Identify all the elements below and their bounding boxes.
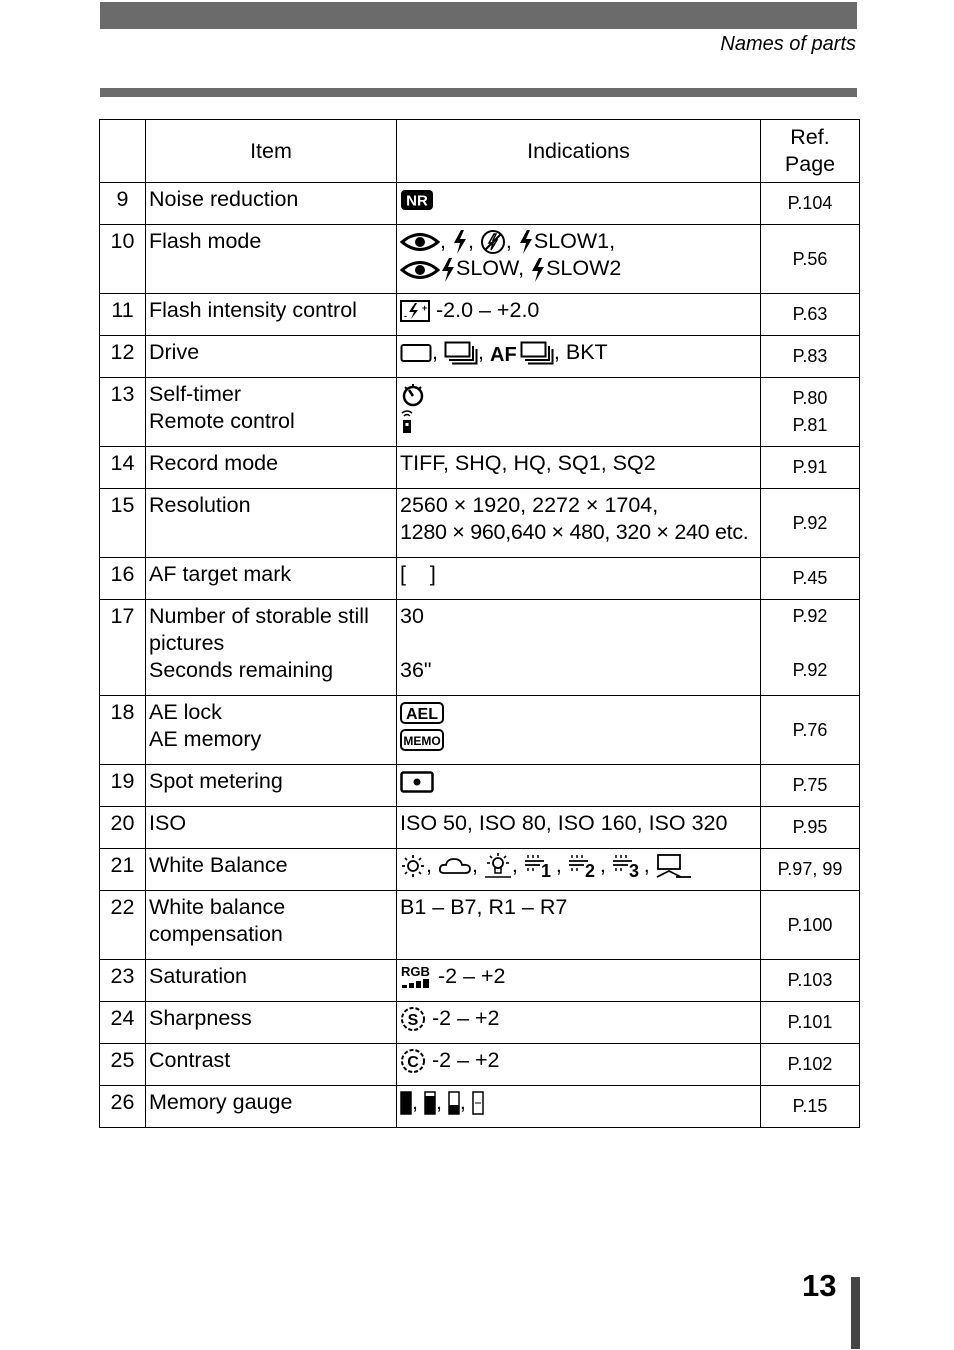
flash-intensity-icon — [400, 300, 430, 322]
ref-line: P.92 — [792, 606, 828, 626]
table-row — [100, 336, 860, 378]
fluorescent-1-icon — [524, 854, 556, 878]
slow-sync-flash-icon — [518, 229, 534, 255]
row-number: 13 — [100, 378, 146, 447]
row-number: 18 — [100, 696, 146, 765]
row-indications: B1 – B7, R1 – R7 — [397, 891, 761, 960]
row-item: Contrast — [146, 1044, 397, 1086]
svg-text:+: + — [422, 303, 428, 314]
row-indications: ISO 50, ISO 80, ISO 160, ISO 320 — [397, 807, 761, 849]
wb3-text: 3 — [628, 861, 639, 879]
row-item-line: Remote control — [149, 409, 295, 433]
single-frame-icon — [400, 343, 432, 363]
row-item — [146, 600, 397, 696]
flash-mode-slow: SLOW, — [456, 256, 525, 281]
red-eye-icon — [400, 259, 440, 281]
ae-memory-icon — [400, 729, 444, 751]
row-indications — [397, 1002, 761, 1044]
row-ref: P.91 — [761, 447, 860, 489]
table-row — [100, 294, 860, 336]
row-number: 20 — [100, 807, 146, 849]
contrast-icon — [400, 1048, 426, 1074]
indication-line: 30 — [400, 604, 424, 628]
row-item: Record mode — [146, 447, 397, 489]
row-ref: P.100 — [761, 891, 860, 960]
header-num — [100, 120, 146, 183]
row-indications — [397, 696, 761, 765]
ref-line: P.81 — [792, 415, 828, 435]
row-item: ISO — [146, 807, 397, 849]
row-item-line: Number of storable still pictures — [149, 604, 369, 655]
page-number: 13 — [802, 1268, 837, 1303]
table-row — [100, 765, 860, 807]
memory-gauge-full-icon — [400, 1091, 412, 1115]
row-indications: , , AF , BKT — [397, 336, 761, 378]
cloudy-icon — [438, 855, 472, 877]
saturation-range: -2 – +2 — [437, 964, 506, 988]
self-timer-icon — [400, 383, 426, 407]
sharpness-icon — [400, 1006, 426, 1032]
row-item-line: Self-timer — [149, 382, 241, 406]
row-ref: P.104 — [761, 183, 860, 225]
table-row — [100, 1002, 860, 1044]
table-row — [100, 489, 860, 558]
indication-line: 36" — [400, 658, 432, 682]
header-indications: Indications — [397, 120, 761, 183]
saturation-icon — [400, 964, 432, 990]
table-header-row — [100, 120, 860, 183]
row-item: Sharpness — [146, 1002, 397, 1044]
fluorescent-3-icon — [612, 854, 644, 878]
table-row — [100, 183, 860, 225]
row-number: 14 — [100, 447, 146, 489]
row-number: 23 — [100, 960, 146, 1002]
row-number: 11 — [100, 294, 146, 336]
row-ref: P.103 — [761, 960, 860, 1002]
parts-table — [99, 119, 860, 1128]
flash-icon — [530, 257, 546, 283]
memo-icon-text: MEMO — [403, 734, 441, 749]
row-number: 24 — [100, 1002, 146, 1044]
row-ref: P.45 — [761, 558, 860, 600]
row-number: 19 — [100, 765, 146, 807]
row-ref: P.92 — [761, 489, 860, 558]
row-number: 10 — [100, 225, 146, 294]
row-item-line: AE memory — [149, 727, 262, 751]
memory-gauge-low-icon — [448, 1091, 460, 1115]
row-number: 25 — [100, 1044, 146, 1086]
row-number: 12 — [100, 336, 146, 378]
red-eye-icon — [400, 231, 440, 253]
indication-line: 1280 × 960,640 × 480, 320 × 240 etc. — [400, 520, 749, 544]
row-indications — [397, 183, 761, 225]
section-title: Names of parts — [720, 33, 856, 55]
row-item: Spot metering — [146, 765, 397, 807]
row-ref: P.102 — [761, 1044, 860, 1086]
row-item: Resolution — [146, 489, 397, 558]
spot-metering-icon — [400, 771, 434, 793]
ref-line: P.80 — [792, 388, 828, 408]
drive-bkt: , BKT — [553, 340, 608, 364]
row-number: 15 — [100, 489, 146, 558]
af-icon-text: AF — [489, 344, 517, 366]
row-number: 21 — [100, 849, 146, 891]
row-ref — [761, 600, 860, 696]
flash-icon — [440, 257, 456, 283]
sequential-shooting-icon — [444, 341, 478, 365]
side-tab — [851, 1277, 860, 1349]
row-item: Noise reduction — [146, 183, 397, 225]
row-item: Memory gauge — [146, 1086, 397, 1128]
table-row — [100, 225, 860, 294]
row-indications: , , , — [397, 1086, 761, 1128]
row-indications: [ ] — [397, 558, 761, 600]
table-row — [100, 807, 860, 849]
row-item-line: Seconds remaining — [149, 658, 334, 682]
table-row — [100, 960, 860, 1002]
remote-control-icon — [400, 410, 414, 434]
row-ref: P.101 — [761, 1002, 860, 1044]
wb2-text: 2 — [584, 861, 595, 879]
one-touch-wb-icon — [656, 853, 692, 879]
row-item: Flash intensity control — [146, 294, 397, 336]
table-row — [100, 558, 860, 600]
noise-reduction-icon — [400, 189, 434, 211]
header-item: Item — [146, 120, 397, 183]
row-indications — [397, 1044, 761, 1086]
flash-intensity-range: -2.0 – +2.0 — [435, 298, 540, 322]
row-number: 16 — [100, 558, 146, 600]
indication-line: 2560 × 1920, 2272 × 1704, — [400, 493, 659, 517]
sunny-icon — [400, 854, 426, 878]
row-item: White Balance — [146, 849, 397, 891]
row-ref: P.56 — [761, 225, 860, 294]
sharpness-letter: S — [407, 1012, 419, 1030]
af-sequential-shooting-icon — [490, 341, 554, 365]
row-ref: P.95 — [761, 807, 860, 849]
table-row — [100, 1044, 860, 1086]
header-bar — [100, 2, 857, 29]
table-row — [100, 696, 860, 765]
row-number: 26 — [100, 1086, 146, 1128]
row-ref: P.76 — [761, 696, 860, 765]
fluorescent-2-icon — [568, 854, 600, 878]
memory-gauge-empty-icon — [472, 1091, 484, 1115]
contrast-letter: C — [407, 1054, 419, 1072]
row-ref: P.63 — [761, 294, 860, 336]
row-indications — [397, 600, 761, 696]
wb1-text: 1 — [540, 861, 551, 879]
table-row — [100, 891, 860, 960]
row-ref: P.83 — [761, 336, 860, 378]
row-indications — [397, 765, 761, 807]
row-indications — [397, 489, 761, 558]
flash-icon — [452, 229, 468, 255]
row-ref: P.15 — [761, 1086, 860, 1128]
tungsten-icon — [484, 853, 512, 879]
row-indications — [397, 378, 761, 447]
row-item — [146, 378, 397, 447]
row-item: AF target mark — [146, 558, 397, 600]
flash-mode-slow2: SLOW2 — [546, 256, 622, 281]
nr-icon-text: NR — [406, 192, 428, 210]
row-number: 17 — [100, 600, 146, 696]
table-row — [100, 600, 860, 696]
table-row — [100, 447, 860, 489]
row-item: Drive — [146, 336, 397, 378]
rgb-icon-text: RGB — [401, 964, 430, 980]
row-item: White balance compensation — [146, 891, 397, 960]
row-item — [146, 696, 397, 765]
svg-text:-: - — [404, 311, 407, 322]
row-ref — [761, 378, 860, 447]
row-indications: , , , SLOW1, SLOW, SLOW2 — [397, 225, 761, 294]
table-row — [100, 849, 860, 891]
row-indications — [397, 960, 761, 1002]
row-item-line: AE lock — [149, 700, 222, 724]
flash-off-icon — [480, 229, 506, 255]
row-indications — [397, 294, 761, 336]
row-item: Saturation — [146, 960, 397, 1002]
row-number: 22 — [100, 891, 146, 960]
row-ref: P.97, 99 — [761, 849, 860, 891]
row-number: 9 — [100, 183, 146, 225]
contrast-range: -2 – +2 — [431, 1048, 500, 1072]
table-row — [100, 1086, 860, 1128]
ae-lock-icon — [400, 702, 444, 724]
table-row — [100, 378, 860, 447]
ael-icon-text: AEL — [406, 706, 438, 724]
memory-gauge-high-icon — [424, 1091, 436, 1115]
row-item: Flash mode — [146, 225, 397, 294]
sharpness-range: -2 – +2 — [431, 1006, 500, 1030]
header-ref-page: Ref. Page — [761, 120, 860, 183]
ref-line: P.92 — [792, 660, 828, 680]
flash-mode-slow1: SLOW1, — [533, 229, 616, 253]
row-indications: , , , 1 , 2 , 3 , — [397, 849, 761, 891]
row-indications: TIFF, SHQ, HQ, SQ1, SQ2 — [397, 447, 761, 489]
header-rule — [100, 88, 857, 97]
row-ref: P.75 — [761, 765, 860, 807]
